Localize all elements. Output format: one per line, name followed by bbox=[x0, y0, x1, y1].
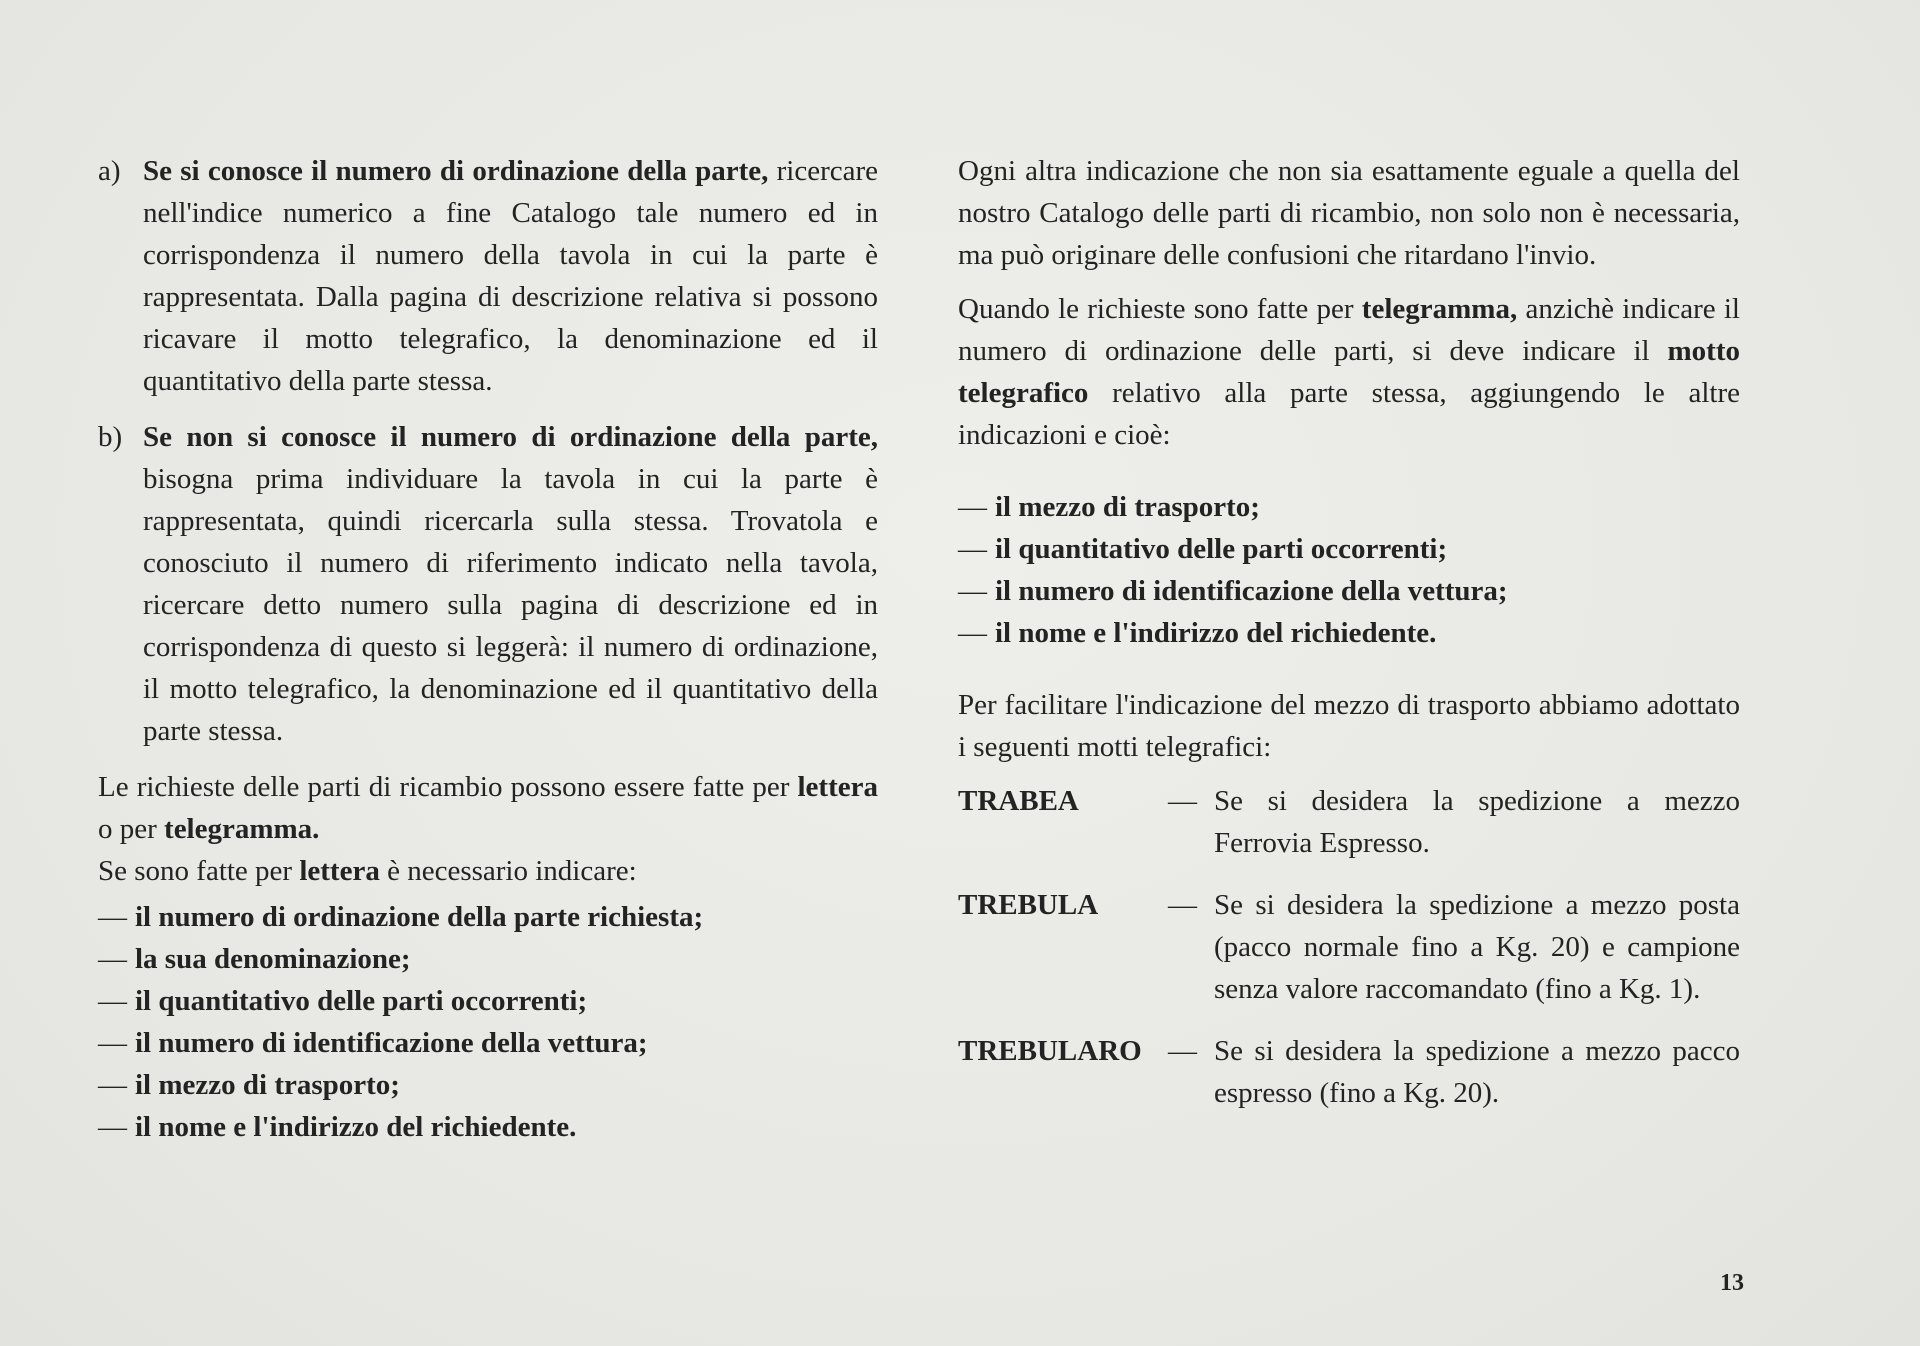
table-row bbox=[958, 1030, 1740, 1134]
list-item bbox=[98, 1106, 878, 1148]
telegram-bold-motto: motto telegrafico bbox=[958, 335, 1740, 409]
list-item-text: il quantitativo delle parti occorrenti; bbox=[995, 533, 1448, 565]
list-item-text: il numero di identificazione della vettura; bbox=[995, 575, 1508, 607]
telegram-paragraph bbox=[958, 288, 1740, 456]
requests-paragraph bbox=[98, 766, 878, 850]
list-item bbox=[958, 486, 1740, 528]
list-item bbox=[958, 528, 1740, 570]
motto-description: Se si desidera la spedizione a mezzo Ferrovia Espresso. bbox=[1214, 785, 1740, 859]
instruction-item-a bbox=[98, 150, 878, 402]
motto-dash: — bbox=[1168, 785, 1197, 817]
telegram-bold-telegram: telegramma, bbox=[1361, 293, 1518, 325]
list-item bbox=[98, 938, 878, 980]
page-number: 13 bbox=[1720, 1270, 1744, 1296]
telegram-text-3: relativo alla parte stessa, aggiungendo le altre indicazioni e cioè: bbox=[958, 377, 1740, 451]
dash-mark: — bbox=[958, 491, 987, 523]
list-item-text: il numero di ordinazione della parte richiesta; bbox=[135, 901, 704, 933]
requests-text-1: Le richieste delle parti di ricambio possono essere fatte per bbox=[98, 771, 790, 803]
dash-mark: — bbox=[98, 1027, 127, 1059]
dash-mark: — bbox=[98, 985, 127, 1017]
list-item bbox=[958, 570, 1740, 612]
requests-bold-letter: lettera bbox=[797, 771, 878, 803]
letter-text-2: è necessario indicare: bbox=[387, 855, 637, 887]
requests-text-2: o per bbox=[98, 813, 157, 845]
item-b-text: bisogna prima individuare la tavola in cui la parte è rappresentata, quindi ricercarla sulla stessa. Trovatola e conosciuto il numero di riferimento indicato nella tavola, ricercare detto numero sulla pagina di descrizione ed in corrispondenza di questo si leggerà: il numero di ordinazione, il motto telegrafico, la denominazione ed il quantitativo della parte stessa. bbox=[143, 463, 878, 747]
letter-bold: lettera bbox=[299, 855, 380, 887]
dash-mark: — bbox=[958, 575, 987, 607]
dash-mark: — bbox=[98, 1069, 127, 1101]
letter-text-1: Se sono fatte per bbox=[98, 855, 293, 887]
list-item-text: il numero di identificazione della vettura; bbox=[135, 1027, 648, 1059]
list-item bbox=[98, 896, 878, 938]
list-item-text: la sua denominazione; bbox=[135, 943, 411, 975]
motto-description: Se si desidera la spedizione a mezzo pacco espresso (fino a Kg. 20). bbox=[1214, 1035, 1740, 1109]
list-item bbox=[958, 612, 1740, 654]
table-row bbox=[958, 884, 1740, 1030]
list-item-text: il mezzo di trasporto; bbox=[135, 1069, 400, 1101]
item-b-lead: Se non si conosce il numero di ordinazione della parte, bbox=[143, 421, 878, 453]
telegram-text-2: anzichè indicare il numero di ordinazione delle parti, si deve indicare il bbox=[958, 293, 1740, 367]
list-item bbox=[98, 1064, 878, 1106]
list-item-text: il quantitativo delle parti occorrenti; bbox=[135, 985, 588, 1017]
table-row bbox=[958, 780, 1740, 884]
item-marker-b: b) bbox=[98, 421, 123, 453]
motto-description: Se si desidera la spedizione a mezzo posta (pacco normale fino a Kg. 20) e campione senza valore raccomandato (fino a Kg. 1). bbox=[1214, 889, 1740, 1005]
instruction-item-b bbox=[98, 416, 878, 752]
list-item-text: il nome e l'indirizzo del richiedente. bbox=[135, 1111, 577, 1143]
telegram-requirements-list bbox=[958, 486, 1740, 654]
item-a-lead: Se si conosce il numero di ordinazione della parte, bbox=[143, 155, 769, 187]
requests-bold-telegram: telegramma. bbox=[164, 813, 320, 845]
right-column bbox=[958, 150, 1740, 1134]
dash-mark: — bbox=[958, 617, 987, 649]
list-item-text: il mezzo di trasporto; bbox=[995, 491, 1260, 523]
dash-mark: — bbox=[98, 901, 127, 933]
intro-paragraph: Ogni altra indicazione che non sia esattamente eguale a quella del nostro Catalogo delle parti di ricambio, non solo non è necessaria, ma può originare delle confusioni che ritardano l'invio. bbox=[958, 155, 1740, 271]
telegram-text-1: Quando le richieste sono fatte per bbox=[958, 293, 1354, 325]
item-a-text: ricercare nell'indice numerico a fine Catalogo tale numero ed in corrispondenza il numero della tavola in cui la parte è rappresentata. Dalla pagina di descrizione relativa si possono ricavare il motto telegrafico, la denominazione ed il quantitativo della parte stessa. bbox=[143, 155, 879, 397]
letter-requirements-list bbox=[98, 896, 878, 1148]
dash-mark: — bbox=[98, 943, 127, 975]
list-item-text: il nome e l'indirizzo del richiedente. bbox=[995, 617, 1437, 649]
motto-dash: — bbox=[1168, 1035, 1197, 1067]
telegraphic-motto-table bbox=[958, 780, 1740, 1134]
motto-code: TREBULA bbox=[958, 889, 1099, 921]
list-item bbox=[98, 980, 878, 1022]
left-column bbox=[98, 150, 878, 1148]
item-marker-a: a) bbox=[98, 155, 121, 187]
motto-dash: — bbox=[1168, 889, 1197, 921]
letter-paragraph bbox=[98, 850, 878, 892]
dash-mark: — bbox=[958, 533, 987, 565]
motto-code: TRABEA bbox=[958, 785, 1079, 817]
facilitate-paragraph: Per facilitare l'indicazione del mezzo di trasporto abbiamo adottato i seguenti motti telegrafici: bbox=[958, 689, 1740, 763]
list-item bbox=[98, 1022, 878, 1064]
motto-code: TREBULARO bbox=[958, 1035, 1142, 1067]
dash-mark: — bbox=[98, 1111, 127, 1143]
